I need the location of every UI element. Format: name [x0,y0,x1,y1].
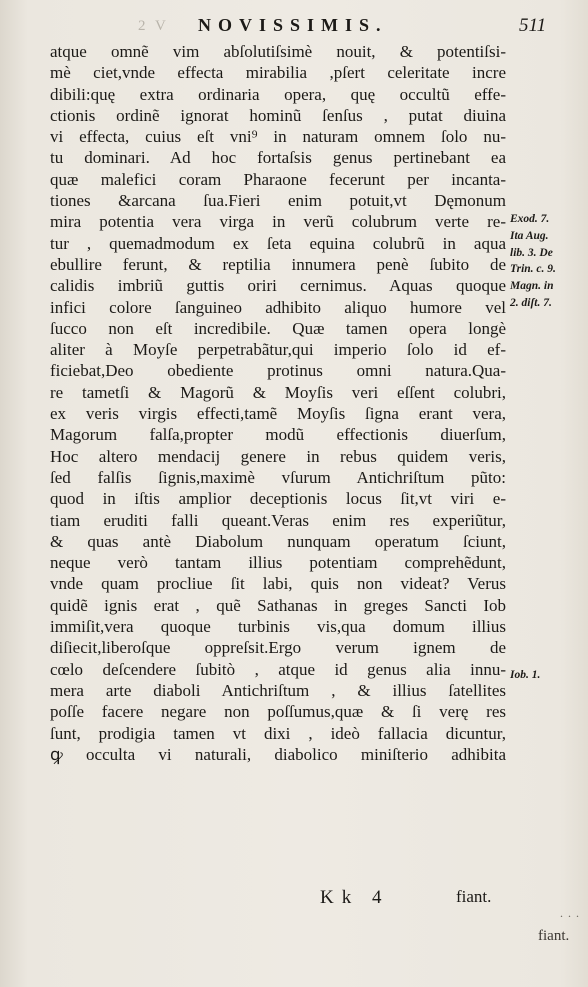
text-line: ficiebat,Deo obediente protinus omni natura.Qua- [50,361,506,381]
text-line: mira potentia vera virga in verũ colubrum verte re- [50,212,506,232]
marginal-notes-job [510,667,586,684]
text-line: aliter à Moyſe perpetrabãtur,qui imperio ſolo id ef- [50,340,506,360]
text-line: quidẽ ignis erat , quẽ Sathanas in greges Sancti Iob [50,595,506,615]
signature-mark: Kk 4 [320,887,390,908]
text-line: ctionis ordinẽ ignorat hominũ ſenſus , putat diuina [50,105,506,125]
text-line: tu dominari. Ad hoc fortaſsis genus pertinebant ea [50,148,506,168]
bleed-through-header: 2 V [138,18,169,34]
margin-note: Ita Aug. [510,229,549,242]
text-line: dibili:quę extra ordinaria opera, quę occultũ effe- [50,84,506,104]
text-line: tiones &arcana ſua.Fieri enim potuit,vt Dęmonum [50,191,506,211]
margin-note: Iob. 1. [510,669,541,681]
margin-note: Exod. 7. [510,213,550,225]
marginal-notes-exodus [510,211,586,312]
text-line: ſucco non eſt incredibile. Quæ tamen opera longè [50,318,506,338]
margin-note: Trin. c. 9. [510,263,556,276]
text-line: & quas antè Diabolum nunquam operatum ſciunt, [50,531,506,551]
text-line: calidis imbriũ guttis oriri cernimus. Aquas quoque [50,276,506,296]
text-line: ꝙ occulta vi naturali, diabolico miniſterio adhibita [50,744,506,764]
text-line: quod in iſtis amplior deceptionis locus ſit,vt viri e- [50,489,506,509]
running-head: NOVISSIMIS. [198,15,388,35]
text-line: immiſit,vera quoque turbinis vis,qua domum illius [50,617,506,637]
text-line: Magorum falſa,propter modũ effectionis diuerſum, [50,425,506,445]
text-line: tiam eruditi falli queant.Veras enim res experiũtur, [50,510,506,530]
text-line: ſed falſis ſignis,maximè vſurum Antichriſtum pũto: [50,467,506,487]
margin-note: 2. diſt. 7. [510,296,552,309]
page-number: 511 [519,15,547,36]
next-page-catchword-edge: fiant. [538,928,570,944]
margin-note: lib. 3. De [510,246,553,259]
bleed-through-dots: . . . [560,906,580,920]
text-line: neque verò tantam illius potentiam comprehẽdunt, [50,553,506,573]
text-line: tur , quemadmodum ex ſeta equina colubrũ in aqua [50,233,506,253]
text-line: re tametſi & Magorũ & Moyſis veri eſſent colubri, [50,382,506,402]
catchword: fiant. [456,887,492,906]
text-line: infici colore ſanguineo adhibito aliquo humore vel [50,297,506,317]
main-text-block [50,41,506,765]
text-line: mè ciet,vnde effecta mirabilia ,pſert celeritate incre [50,63,506,83]
page-header [0,14,588,44]
text-line: diſiecit,liberoſque oppreſsit.Ergo verum ignem de [50,638,506,658]
text-line: mera arte diaboli Antichriſtum , & illius ſatellites [50,680,506,700]
text-line: cœlo deſcendere ſubitò , atque id genus alia innu- [50,659,506,679]
text-line: atque omnẽ vim abſolutiſsimè nouit, & potentiſsi- [50,42,506,61]
margin-note: Magn. in [510,280,554,293]
text-line: ex veris virgis effecti,tamẽ Moyſis ſigna erant vera, [50,404,506,424]
text-line: vnde quam procliue ſit labi, quis non videat? Verus [50,574,506,594]
text-line: poſſe facere negare non poſſumus,quæ & ſi verę res [50,702,506,722]
text-line: ebullire ferunt, & reptilia innumera penè ſubito de [50,254,506,274]
text-line: ſunt, prodigia tamen vt dixi , ideò fallacia dicuntur, [50,723,506,743]
text-line: vi effecta, cuius eſt vni⁹ in naturam omnem ſolo nu- [50,127,506,147]
text-line: quæ malefici coram Pharaone fecerunt per incanta- [50,169,506,189]
text-line: Hoc altero mendacij genere in rebus quidem veris, [50,446,506,466]
